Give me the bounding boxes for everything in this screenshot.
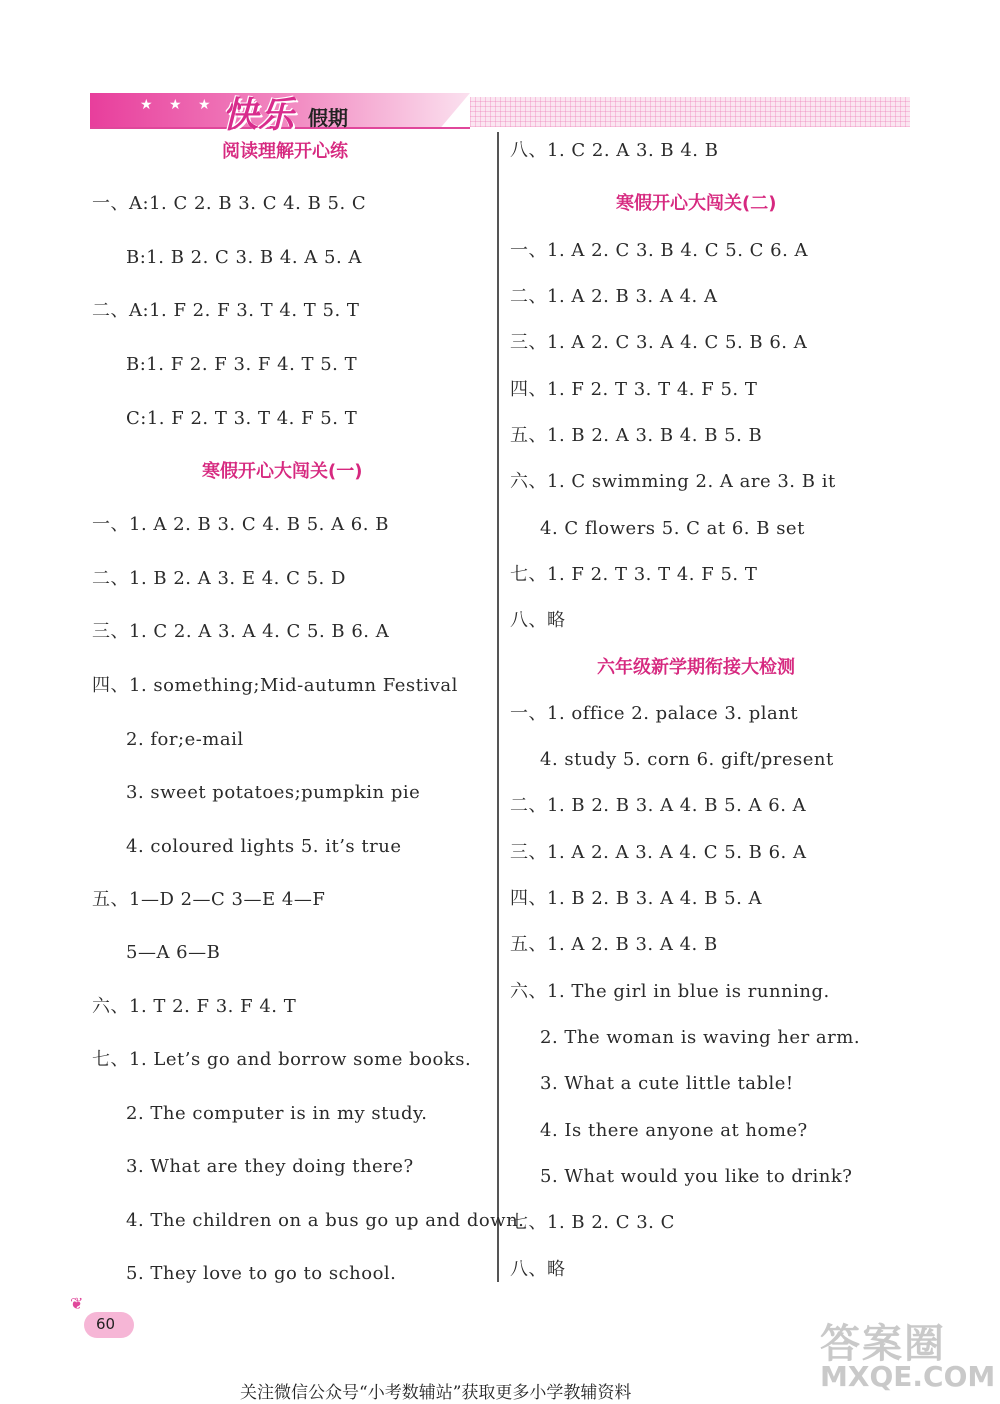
brand-subtitle: 假期: [308, 106, 348, 130]
answer-line: 五、1. A 2. B 3. A 4. B: [510, 934, 718, 955]
answer-line: B:1. B 2. C 3. B 4. A 5. A: [126, 247, 362, 268]
section-heading: 寒假开心大闯关(二): [616, 193, 777, 214]
column-divider: [497, 132, 499, 1282]
section-heading: 阅读理解开心练: [222, 141, 348, 162]
banner-grid-band: [470, 97, 910, 127]
answer-line: B:1. F 2. F 3. F 4. T 5. T: [126, 354, 358, 375]
answer-line: 二、1. B 2. B 3. A 4. B 5. A 6. A: [510, 795, 807, 816]
answer-line: 5. They love to go to school.: [126, 1263, 397, 1284]
answer-line: 5. What would you like to drink?: [540, 1166, 853, 1187]
answer-line: 八、略: [510, 610, 566, 631]
footer-note: 关注微信公众号“小考数辅站”获取更多小学教辅资料: [240, 1383, 632, 1403]
answer-line: 2. The woman is waving her arm.: [540, 1027, 861, 1048]
answer-line: 七、1. Let’s go and borrow some books.: [92, 1049, 472, 1070]
star-icons: ★ ★ ★: [140, 97, 217, 113]
answer-line: 六、1. T 2. F 3. F 4. T: [92, 996, 297, 1017]
answer-line: 4. The children on a bus go up and down.: [126, 1210, 525, 1231]
section-heading: 寒假开心大闯关(一): [202, 461, 363, 482]
answer-line: 四、1. F 2. T 3. T 4. F 5. T: [510, 379, 758, 400]
answer-line: 4. coloured lights 5. it’s true: [126, 836, 402, 857]
answer-line: 3. sweet potatoes;pumpkin pie: [126, 782, 421, 803]
answer-line: 八、略: [510, 1259, 566, 1280]
answer-line: 3. What are they doing there?: [126, 1156, 414, 1177]
answer-line: 六、1. The girl in blue is running.: [510, 981, 830, 1002]
answer-line: 三、1. A 2. A 3. A 4. C 5. B 6. A: [510, 842, 807, 863]
answer-line: 五、1—D 2—C 3—E 4—F: [92, 889, 326, 910]
watermark-url: MXQE.COM: [820, 1360, 996, 1393]
section-heading: 六年级新学期衔接大检测: [597, 657, 795, 678]
watermark: [820, 1312, 996, 1397]
answer-line: 一、1. A 2. C 3. B 4. C 5. C 6. A: [510, 240, 809, 261]
answer-line: 八、1. C 2. A 3. B 4. B: [510, 140, 719, 161]
answer-line: 四、1. B 2. B 3. A 4. B 5. A: [510, 888, 763, 909]
answer-line: 一、A:1. C 2. B 3. C 4. B 5. C: [92, 193, 367, 214]
answer-line: 一、1. office 2. palace 3. plant: [510, 703, 799, 724]
header-banner: [90, 93, 910, 136]
page-number: 60: [96, 1315, 116, 1333]
answer-line: 一、1. A 2. B 3. C 4. B 5. A 6. B: [92, 514, 389, 535]
answer-line: 三、1. A 2. C 3. A 4. C 5. B 6. A: [510, 332, 808, 353]
answer-line: 4. Is there anyone at home?: [540, 1120, 808, 1141]
answer-line: 3. What a cute little table!: [540, 1073, 794, 1094]
answer-line: 5—A 6—B: [126, 942, 221, 963]
answer-line: 二、1. A 2. B 3. A 4. A: [510, 286, 718, 307]
answer-line: 五、1. B 2. A 3. B 4. B 5. B: [510, 425, 763, 446]
answer-line: 三、1. C 2. A 3. A 4. C 5. B 6. A: [92, 621, 390, 642]
answer-line: 4. study 5. corn 6. gift/present: [540, 749, 834, 770]
answer-line: C:1. F 2. T 3. T 4. F 5. T: [126, 408, 358, 429]
answer-line: 二、A:1. F 2. F 3. T 4. T 5. T: [92, 300, 360, 321]
answer-line: 4. C flowers 5. C at 6. B set: [540, 518, 805, 539]
answer-line: 七、1. F 2. T 3. T 4. F 5. T: [510, 564, 758, 585]
answer-line: 四、1. something;Mid-autumn Festival: [92, 675, 458, 696]
answer-line: 2. The computer is in my study.: [126, 1103, 428, 1124]
answer-line: 六、1. C swimming 2. A are 3. B it: [510, 471, 836, 492]
answer-line: 二、1. B 2. A 3. E 4. C 5. D: [92, 568, 346, 589]
brand-title: 快乐: [222, 95, 295, 136]
sprout-icon: ❦: [70, 1294, 84, 1313]
watermark-logo-text: 答案圈: [820, 1321, 946, 1367]
answer-line: 七、1. B 2. C 3. C: [510, 1212, 675, 1233]
answer-line: 2. for;e-mail: [126, 729, 244, 750]
